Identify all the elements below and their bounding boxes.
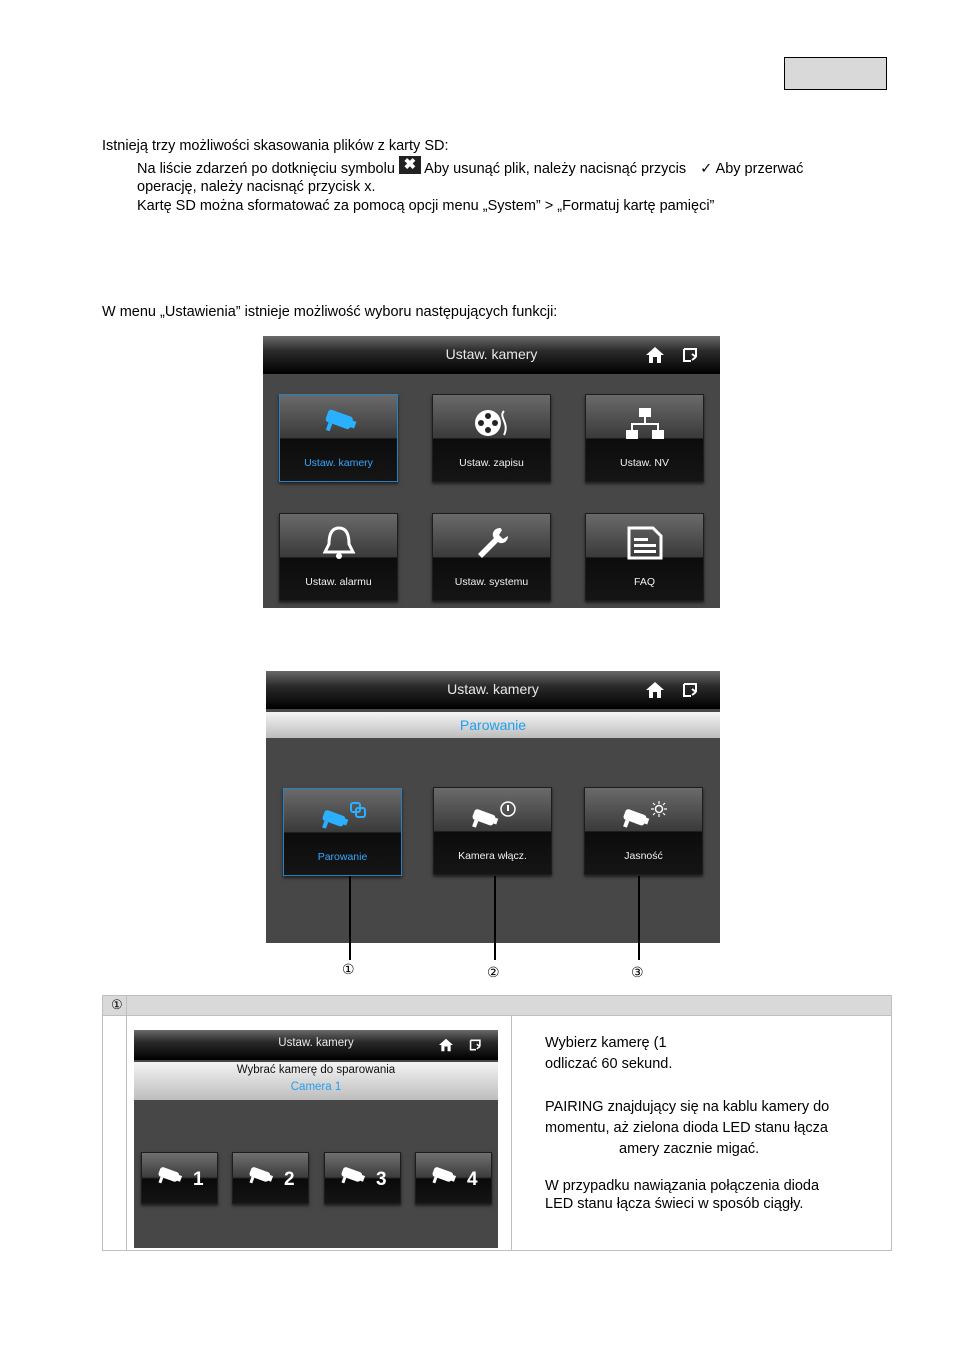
screen-title: Ustaw. kamery	[445, 346, 538, 362]
instruction-text: momentu, aż zielona dioda LED stanu łącza	[545, 1120, 828, 1136]
menu-intro: W menu „Ustawienia” istnieje możliwość wyboru następujących funkcji:	[102, 304, 558, 320]
instruction-text: Wybierz kamerę (1	[545, 1035, 667, 1051]
marker-3: ③	[631, 964, 644, 980]
network-icon	[623, 407, 667, 441]
table-header	[103, 996, 891, 1016]
table-header-marker: ①	[111, 997, 123, 1012]
back-icon[interactable]	[681, 681, 701, 699]
document-icon	[623, 526, 667, 560]
camera-1-button[interactable]: 1	[141, 1152, 218, 1204]
camera-settings-screen	[266, 671, 720, 943]
marker-2: ②	[487, 964, 500, 980]
camera-2-button[interactable]: 2	[232, 1152, 309, 1204]
table-divider	[511, 1015, 512, 1250]
home-icon[interactable]	[645, 681, 665, 699]
wrench-icon	[470, 526, 514, 560]
intro-item-1: Na liście zdarzeń po dotknięciu symbolu ✖ Aby usunąć plik, należy nacisnąć przycis ✓ Aby przerwać	[137, 156, 804, 177]
tile-pairing[interactable]: Parowanie	[283, 788, 402, 876]
home-icon[interactable]	[645, 346, 665, 364]
corner-label-box	[784, 57, 887, 90]
instruction-text: LED stanu łącza świeci w sposób ciągły.	[545, 1196, 804, 1212]
camera-icon	[339, 1167, 373, 1189]
tile-brightness[interactable]: Jasność	[584, 787, 703, 875]
screen-subtitle: Parowanie	[266, 712, 720, 738]
camera-power-icon	[468, 800, 518, 834]
camera-4-button[interactable]: 4	[415, 1152, 492, 1204]
pairing-prompt: Wybrać kamerę do sparowania	[236, 1064, 396, 1076]
camera-icon	[156, 1167, 190, 1189]
screen-topbar	[134, 1030, 498, 1060]
instruction-text: amery zacznie migać.	[619, 1141, 760, 1157]
pointer-line-2	[494, 876, 496, 960]
marker-1: ①	[342, 961, 355, 977]
camera-icon	[247, 1167, 281, 1189]
intro-item-2: Kartę SD można sformatować za pomocą opcji menu „System” > „Formatuj kartę pamięci”	[137, 198, 715, 214]
camera-pair-icon	[318, 801, 368, 835]
camera-icon	[317, 407, 361, 439]
back-icon[interactable]	[468, 1038, 484, 1052]
selected-camera: Camera 1	[290, 1081, 342, 1093]
instruction-text: PAIRING znajdujący się na kablu kamery do	[545, 1099, 830, 1115]
screen-title: Ustaw. kamery	[447, 681, 539, 697]
tile-system-settings[interactable]: Ustaw. systemu	[432, 513, 551, 601]
home-icon[interactable]	[438, 1038, 454, 1052]
tile-camera-on[interactable]: Kamera włącz.	[433, 787, 552, 875]
camera-icon	[430, 1167, 464, 1189]
settings-screen	[263, 336, 720, 608]
screen-topbar	[266, 671, 720, 709]
bell-icon	[317, 526, 361, 560]
check-icon: ✓	[700, 161, 713, 177]
intro-line: Istnieją trzy możliwości skasowania plików z karty SD:	[102, 138, 449, 154]
instruction-text: W przypadku nawiązania połączenia dioda	[545, 1178, 820, 1194]
camera-brightness-icon	[619, 800, 669, 834]
tile-camera-settings[interactable]: Ustaw. kamery	[279, 394, 398, 482]
tile-nv-settings[interactable]: Ustaw. NV	[585, 394, 704, 482]
camera-3-button[interactable]: 3	[324, 1152, 401, 1204]
screen-topbar	[263, 336, 720, 374]
info-table	[102, 995, 892, 1251]
instruction-text: odliczać 60 sekund.	[545, 1056, 673, 1072]
tile-faq[interactable]: FAQ	[585, 513, 704, 601]
back-icon[interactable]	[681, 346, 701, 364]
screen-title: Ustaw. kamery	[278, 1037, 354, 1049]
pairing-prompt-bar	[134, 1062, 498, 1100]
pairing-screen	[134, 1030, 498, 1248]
intro-item-1-cont: operację, należy nacisnąć przycisk x.	[137, 179, 376, 195]
tile-alarm-settings[interactable]: Ustaw. alarmu	[279, 513, 398, 601]
tile-recording-settings[interactable]: Ustaw. zapisu	[432, 394, 551, 482]
table-divider	[126, 996, 127, 1250]
pointer-line-3	[638, 876, 640, 960]
pointer-line-1	[349, 876, 351, 960]
delete-icon: ✖	[399, 156, 421, 174]
film-reel-icon	[470, 407, 514, 439]
